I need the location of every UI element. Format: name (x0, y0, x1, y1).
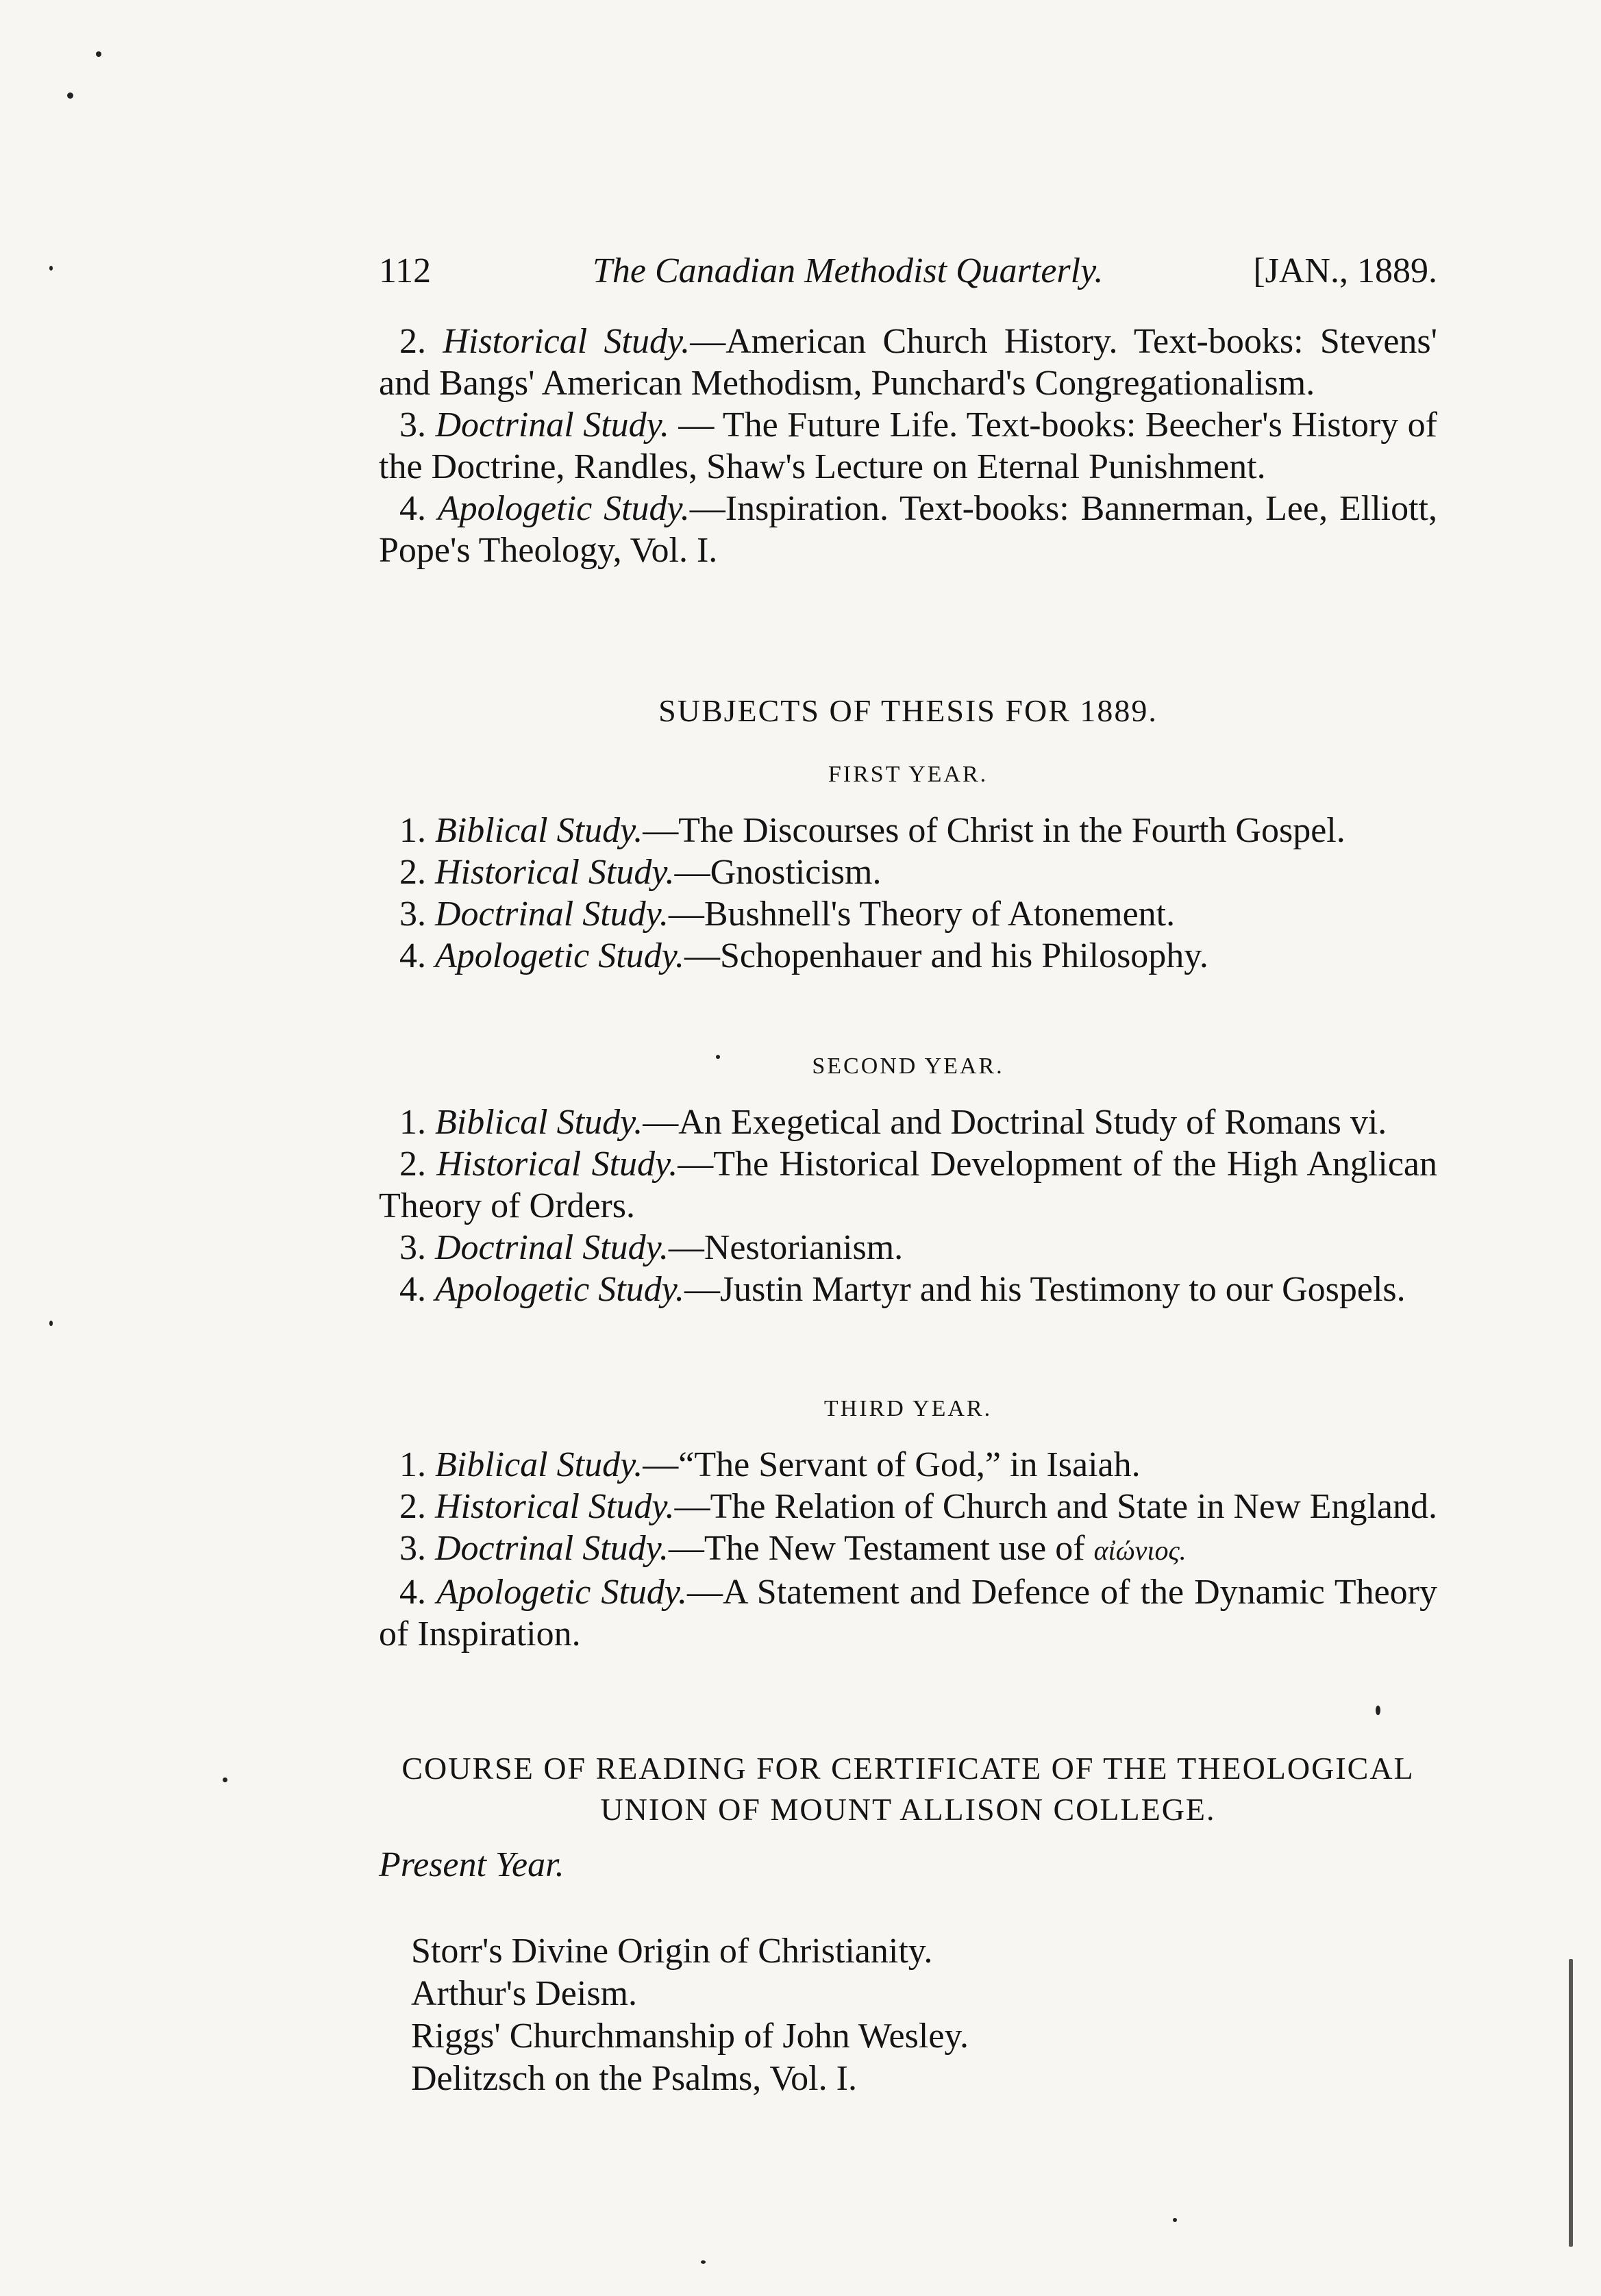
scan-speck (1173, 2218, 1177, 2222)
scan-speck (49, 1321, 53, 1326)
page-number: 112 (379, 251, 432, 290)
running-header (379, 250, 1437, 292)
list-item: 3. Doctrinal Study.—Bushnell's Theory of Atonement. (399, 895, 1176, 934)
scan-speck (49, 266, 53, 271)
scan-speck (67, 92, 73, 99)
list-item: 3. Doctrinal Study. — The Future Life. Text-books: Beecher's History of the Doctrine, Randles, Shaw's Lecture on Eternal Punishment. (379, 405, 1437, 486)
list-item: 1. Biblical Study.—An Exegetical and Doctrinal Study of Romans vi. (399, 1103, 1387, 1142)
scan-speck (223, 1777, 227, 1782)
list-item: Storr's Divine Origin of Christianity. (411, 1932, 933, 1971)
list-item: 2. Historical Study.—The Historical Development of the High Anglican Theory of Orders. (379, 1145, 1437, 1225)
list-item: 4. Apologetic Study.—A Statement and Defence of the Dynamic Theory of Inspiration. (379, 1573, 1437, 1654)
list-item: 4. Apologetic Study.—Justin Martyr and his Testimony to our Gospels. (399, 1270, 1406, 1309)
scan-speck (96, 51, 101, 57)
scan-speck (1569, 1959, 1573, 2247)
third-year-section (379, 1392, 1437, 1655)
list-item: 3. Doctrinal Study.—Nestorianism. (399, 1228, 904, 1267)
year-heading: FIRST YEAR. (828, 762, 989, 787)
scan-speck (716, 1055, 720, 1059)
list-item: 2. Historical Study.—The Relation of Church and State in New England. (399, 1487, 1437, 1526)
list-item: 4. Apologetic Study.—Schopenhauer and his Philosophy. (399, 936, 1208, 975)
second-year-section (379, 1049, 1437, 1310)
year-heading: THIRD YEAR. (823, 1396, 993, 1421)
list-item: 4. Apologetic Study.—Inspiration. Text-books: Bannerman, Lee, Elliott, Pope's Theology, Vol. I. (379, 489, 1437, 570)
list-item: 3. Doctrinal Study.—The New Testament use of αἰώνιος. (399, 1529, 1187, 1568)
list-item: Arthur's Deism. (411, 1974, 638, 2013)
first-year-section (379, 758, 1437, 977)
issue-date: [JAN., 1889. (1253, 251, 1437, 290)
list-item: 1. Biblical Study.—“The Servant of God,” in Isaiah. (399, 1445, 1141, 1484)
journal-title: The Canadian Methodist Quarterly. (593, 251, 1104, 290)
reading-list (411, 1930, 1370, 2100)
reading-heading-line1: COURSE OF READING FOR CERTIFICATE OF THE THEOLOGICAL (401, 1751, 1415, 1786)
list-item: Delitzsch on the Psalms, Vol. I. (411, 2059, 857, 2098)
scan-speck (701, 2260, 706, 2264)
greek-word: αἰώνιος. (1093, 1535, 1187, 1566)
scan-speck (1376, 1706, 1380, 1715)
present-year-label: Present Year. (379, 1845, 564, 1884)
list-item: Riggs' Churchmanship of John Wesley. (411, 2017, 969, 2056)
thesis-section (379, 690, 1437, 732)
reading-heading-line2: UNION OF MOUNT ALLISON COLLEGE. (600, 1792, 1216, 1827)
continued-items (379, 321, 1437, 571)
list-item: 1. Biblical Study.—The Discourses of Christ in the Fourth Gospel. (399, 811, 1345, 850)
section-heading: SUBJECTS OF THESIS FOR 1889. (658, 693, 1158, 728)
year-heading: SECOND YEAR. (812, 1053, 1004, 1079)
list-item: 2. Historical Study.—American Church History. Text-books: Stevens' and Bangs' American Methodism, Punchard's Congregationalism. (379, 322, 1437, 403)
list-item: 2. Historical Study.—Gnosticism. (399, 853, 882, 892)
reading-section (379, 1748, 1437, 1886)
